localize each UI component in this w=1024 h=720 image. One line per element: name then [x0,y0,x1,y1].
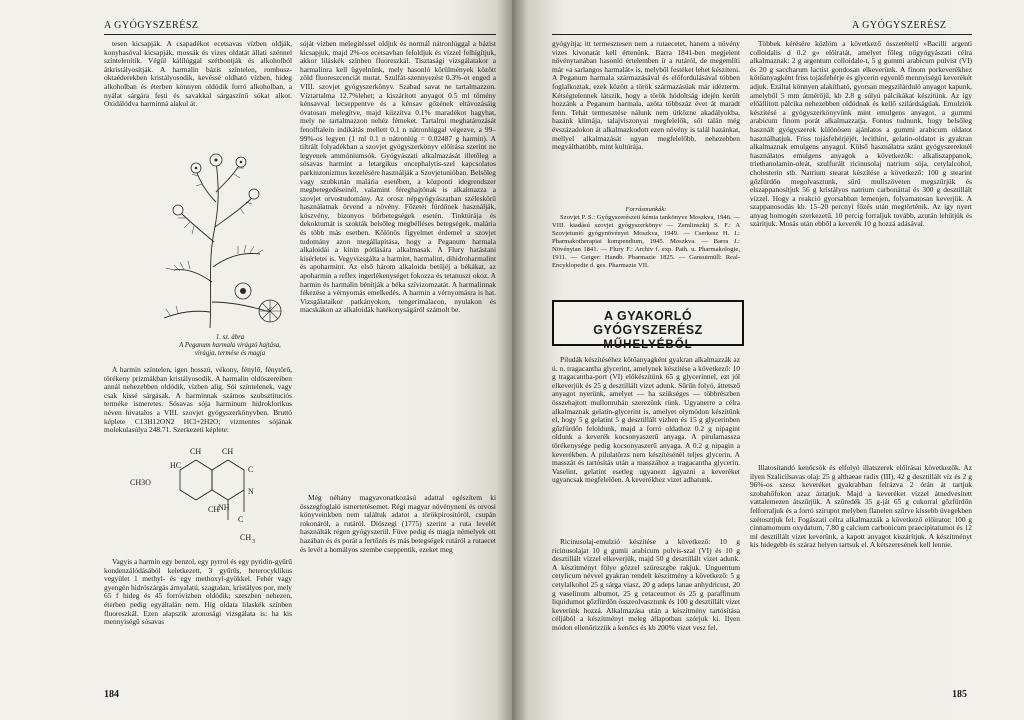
right-col1-bottom [552,538,740,646]
figure-caption [176,334,284,358]
left-col2-paragraph: sóját vízben melegítéssel oldjuk és normál nátronlúggal a bázist kicsapjuk, majd 2%-os ecetsavban feloldjuk és vízzel felhígítjuk, akkor liláskék színben fluoreszkál. Tisztasági vizsgálatakor a harmalinra kell ügyelnünk, mely hasonló körülmények között zöld fluoreszcenciát mutat. Szulfát-szennyezést 0.3%-ot enged a VIII. szovjet gyógyszerkönyv. Szabad savat ne tartalmazzon. Víztartalma 12.7%lehet; a kiszárított anyagot 0.5 ml tömény kénsavval lecseppentve és a kénsav gőzének eltávozásáig óvatosan melegítve, majd kiizzítva 0.1% maradékot hagyhat, mely ne tartalmazzon nehéz fémeket. Tartalmi meghatározását fenolftalein indikátás mellett 0.1 n nátronlúggal végezve, a 99–99%-os legyen (1 ml 0.1 n nátronlúg = 0.02487 g harmin). A tiltrált folyadékban a szovjet gyógyszerkönyv előírása szerint ne legyenek ammóniumsók. Gyógyászati alkalmazását illetőleg a sósavas harmint a letargikus encephalytis-szel kapcsolatos parkinzonizmus kezelésére használják a Szovjetunióban. Belsőleg vagy szubkután malária esetében, a központi idegrendszer megbetegedéseinél, valamint féreghajtónak is alkalmazza a szovjet orvostudomány. Az orosz népgyógyászatban széleskörű használatnak örvend a növény. Főzetét fürdőnek használják, köszvény, bizonyos bőrbetegségek esetén. Tinktúrája és dekoktumát is szokták belsőleg megbélléses betegségek, malária és több más esetben. Kölönös figyelmet érdemel a szovjet tudomány azon megállapítása, hogy a Peganum harmala alkaloidái a kinin pótlására alkalmasak. A Flury hatástani kísérletei is. Vegyvizsgálta a harmint, harmalint, dihidroharmalint és apoharmint. Az első három alkaloida betűjéj a békákat, az apoharmin a reflex ingerlékenységet fokozza és tetanuszt okoz. A harmin és harmalin bénítják a béka szívizomzatát. A harmalinnak fékezése a vérnyomás emelkedés. A harmin a vérnyomásra is hat. Vizsgálataikor patkányokon, tengerimalacon, nyulakon és macskákon az alkaloidák hatékonyságáról számolt be. [300,39,496,315]
right-col2-top [750,40,972,460]
section-title-line1: A GYAKORLÓ GYÓGYSZERÉSZ [593,309,703,337]
seed-capsule-icon [232,280,254,302]
svg-text:C: C [238,515,244,524]
running-head-right: A GYÓGYSZERÉSZ [852,20,947,31]
left-col2-bottom [300,494,496,582]
figure-description: A Peganum harmala virágzó hajtása, virágja, termése és magja [179,342,281,357]
svg-text:3: 3 [252,539,255,545]
svg-text:NH: NH [218,503,230,512]
section-title-box [552,300,744,351]
left-col2-paragraph-2: Még néhány magyavonatkozású adattal egészítem ki összegfoglaló ismertetésemet. Régi magyar növényneni és orvosi könyveinkben nem találtuk adatot a törökpirositóról, csupán rokonáról, a rutáról. Diószegi (1775) szerint a ruta levelét használták régen gyógyszerül. Füve pedig és magja némelyek ott hazában és és porát a fertőzés és más betegségek rutáról a rutaecet és levét a homályos szembe cseppentik, ezeket meg [300,493,496,554]
header-rule-left [104,34,496,35]
references [552,206,740,294]
svg-text:N: N [248,487,254,496]
svg-text:HC: HC [170,461,182,470]
svg-text:CH: CH [190,447,202,456]
right-col1-top [552,40,740,202]
svg-text:CH: CH [222,447,234,456]
right-col2-bottom [750,464,972,646]
references-heading: Forrásmunkák: [625,206,667,213]
right-col1-paragraph-3: Ricinusolaj-emulzió készítése a következő: 10 g ricinusolajat 10 g gumii arabicum pulvis-szal (VI) és 10 g desztillált vízzel elkeverjük, majd 50 g desztillált vizet adunk. A készítményt fölye gőzzel szüreszgbe rakjuk. Unguentum cetylicum névvel gyakran rendelt készítmény a következő: 5 g cetylalkohol 25 g sárga viasz, 20 g adeps lanae anhydricust, 20 g vaselinum albumot, 25 g cetaceumot és 25 g paraffinum liquidumot gőzfürdőn összeolvasztunk és 100 g desztillált vizet keverünk hozzá. Alkalmazása után a készítmény tartósítása céljából a készítményt meleg állapotban szórjuk ki. Ilyen módon ellenőrizzük a kenőcs és kb 200% vizet vesz fel. [552,537,740,632]
left-col2-top [300,40,496,490]
right-col1-paragraph: gyógyítja; itt termesztesen nem a rutaecetet, hanem a növény vizes kivonatát kell értenünk. Barra 1841-ben megjelent növénytanában hasonló értelemben ír a rutáról, de megemlíti már »a sarlangos harmalát« is, melyből festéket lehet készíteni. A Peganum harmala származásával és előfordulásával többen foglalkoztak, ezek között a török származásúak már idézterm. Kétségtelennek látszik, hogy a török hódoltság idején került hozzánk a Peganum harmala, azóta többszáz évet át maradt fenn. Tehát termesztése nálunk nem ütközne akadályokba, hazánk klímája, talajviszonyai megfelelők, sőt talán még évszázadokon át alkalmazkodott ezen növény is talál hazánkat, mellyel alkalmazását ugyan megfelelőbb, nehezebben megválthatóbb, mint kultúrája. [552,39,740,152]
methoxy-group-label: CH3O [130,478,151,487]
right-col1-middle [552,356,740,536]
references-list: Szovjet P. S.: Gyógyszerészeti kémia tankönyve Moszkva, 1946. — VIII. kiadású szovjet gyógyszerkönyv — Zemlinszkij S. F.: A Szovjetunió gyógynövényei Moszkva, 1949. — Cserkesz H. J.: Pharmakotherapiai kompendium, 1945. Moszkva. — Barra J.: Növénytan 1841. — Flury F.: Archiv f. exp. Path. u. Pharmakologie, 1911. — Geiger: Handb. Pharmazie 1825. — Gansuimüll: Real-Encyklopedie d. ges. Pharmazie VII. [552,214,740,269]
left-col1-bottom [104,558,292,644]
running-head-left: A GYÓGYSZERÉSZ [104,20,199,31]
header-rule-right [552,34,972,35]
left-col1-paragraph: tesen kicsapják. A csapadékot ecetsavas vízben oldják, konyhasóval kicsapják, mossák és vizes oldatát állati szénnel színtelenítik. Végül kálilúggal szétbontják és alkoholból átkristályosítják. A harmalin bázis színtelen, rombusz-oktaéderekben kristályosodik, kevéssé oldható vízben, hideg alkoholban és éterben könnyen oldódik forró alkoholban, a nyálat sárgára festi és savakkal sárgaszínű sókat alkot. Oxidálódva harminná alakul át. [104,39,292,109]
page-number-right: 185 [952,689,967,700]
right-col1-paragraph-2: Piludák készítéséhez kötőanyagként gyakran alkalmazzák az ú. n. tragacantha glycerint, amelynek készítése a következő: 10 g tragacantha-port (VI) előkészítünk 65 g glycerinnel, ezt jól elkeverjük és 25 g desztillált vizet adunk. Sűrűn folyó, áttetsző anyagot nyerünk, amelyet — ha szükséges — többrészben összehajtott mullonruhán szerezünk rünk. Ugyanerre a célra alkalmaznak gelatin-glycerint is, amelyet olymódon készítünk el, hogy 5 g gelatint 5 g desztillált vízben és 15 g glycerinben gőzfürdőn feloldunk, majd a forró oldathoz 0.2 g nipagint oldunk a keverék kocsonyaszerű anyaga. A pirulamassza törékenysége pedig kocsonyaszerű anyaga. A 0.2 g nipagin a keverékben. A pilulatörzs nem készítésénél teljes glycerin. A masszát és tartósítás után a masszához a tragacantha glycerin. Vaselint, gelatint esetleg ugyanezt ágyazni a keveréket ugyancsak megfelelően. A keverékhez vizet adhatunk. [552,355,740,485]
section-title-line2: MŰHELYÉBŐL [603,339,693,351]
right-col2-paragraph: Többek kérésére közlöm a következő összetételű »Bacilli argenti colloidalis d 0.2 g« előiratát, amelyet főleg nőgyógyászati célra alkalmaznak: 2 g argentum colloidale-t, 5 g gummi arabicum pulvist (VI) és 20 g saccharum lactist gondosan elkeverünk. A finom porkeverékhez kötőanyagként friss tojásfehérje és glycerin egyenlő mennyiségű keverékét adjuk. Ezáltal könnyen alakítható, gyorsan megszilárduló anyagot kapunk, amelyből 5 mm átmérőjű, kb 2.8 g súlyú pálcikákat készítünk. Az így előállított pálcika nehezebben oldódnak és kellő szilárdságúak. Emulziók készítésé a gyógyszerkönyvünk mint emulgens anyagot, a gummi arabicum finom porát alkalmazzatja. Fontos tudnunk, hogy belsőleg használt gyógyszerek különösen ajánlatos a gummi arabicum oldatot használhatjuk. Friss tojásfehérjéjét, lecithint, gelatin-oldatot is gyakran alkalmaznak emulgens anyagul. Külső használatra szánt gyógyszereknél használatos emulgens anyagok a következők: alkaliszappanok, triethanolamin-oleát, szulfurált ricinusolaj natrium sója, cetylalcohol, cholesterin stb. Natrium stearat készítése a következő: 100 g stearint gőzfürdőn megolvasztunk, sűrű mullszöveten megszűrjük és elszappanosítjuk 56 g kristályos natrium carbonáttal és 300 g desztillált vízzel. Hogy a reakció gyorsabban lemenjen, folyamatosan keverjük. A szappanosodás kb. 15–20 percnyi főzés után megtörténik. Az így nyert anyag homogén szerkezetű. 10 percig forraljuk tovább, azután lehűtjük és szárítjuk. Mosás után ebből a keverék 10 g hozzá adásával. [750,39,972,229]
right-page [512,0,1024,720]
flower-detail-icon [252,296,288,326]
left-col1-middle [104,365,292,435]
right-col2-paragraph-2: Illatosítandó kenőcsök és elfolyó illatszerek előírásai következők. Az ilyen Szalicilsavas olaj: 25 g althaeae radix (III), 42 g desztillált víz és 2 g 96%-os szesz keveréket gyakrabban felrázva 2 órán át tartjuk szobahőfokon azaz áztatjuk. Majd a keveréket vízzel átnedvesített vattalemezen átszűrjük. A szűredék 35 g-ját 65 g cukorral gőzfürdőn felforraljuk és a forró szirupot melyben flanelen szűrve kissebb üvegekben szétosztjuk fel. Fogászati célra alkalmazzák a következő előiratot: 100 g cinnamomum oxydatum, 7.80 g calcium carbonicum praecipitatumot és 12 ml desztillált vizet keverünk, a kapott anyagot kiszárítjuk. A készítményt kis hidegebb és száraz helyen tartsuk el. A kétszeresének kell lennie. [750,463,972,550]
svg-text:CH: CH [240,533,252,542]
page-number-left: 184 [104,689,119,700]
figure-number: 1. sz. ábra [215,334,245,341]
left-col1-paragraph-3: Vagyis a harmin egy benzol, egy pyrrol és egy pyridin-gyűrű kondenzálódásából keletkezett, 3 gyűrűs, heterocyklikus vegyület 1 methyl- és egy methoxyl-gyökkel. Fehér vagy gyengén hidrószárgás árnyalatú, szagtalan, kristályos por, mely 65 f hideg és 45 forróvízben oldódik; szeszben nehezen, éterben pedig egyáltalán nem. Híg oldata lilaskék színben fluoreszkál. Ezen alapszik azonosági vizsgálata is: ha kis mennyiségű sósavas [104,557,292,627]
svg-text:C: C [248,465,254,474]
left-col1-top [104,40,292,150]
harmine-structural-formula [150,430,280,550]
svg-text:CH: CH [208,505,220,514]
left-col1-paragraph-2: A harmin színtelen, igen hosszú, vékony, fénylő, fénytörő, törékeny prizmákban kristályosodik. A harmalin oldószereiben annál nehezebben oldódik, vízben alig. Sói színtelenek, vagy csak kissé sárgásak. A harminnak számos szubsztituciós terméke ismeretes. Sósavas sója harminum hidroklorikus néven hivatalos a VIII. szovjet gyógyszerkönyvben. Bruttó képlete C13H12ON2 HCl+2H2O; vizmentes sójának molekulasúlya 248.71. Szerkezeti képlete: [104,365,292,435]
